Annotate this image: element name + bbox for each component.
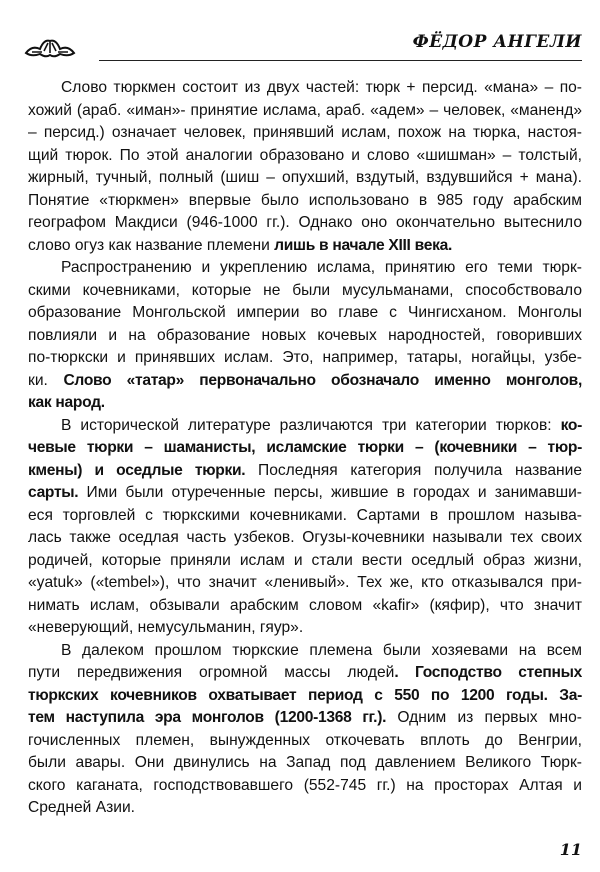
text: Понятие «тюркмен» впервые было использовано в 985 году арабским [28,191,582,209]
text: щий тюрок. По этой аналогии образовано и слово «шишман» – толстый, [28,146,582,164]
text: гочисленных племен, вынужденных откочевать вплоть до Венгрии, [28,731,582,749]
text: повлияли и на образование новых кочевых народностей, говоривших [28,326,582,344]
text: жирный, тучный, полный (шиш – опухший, вздутый, вздувшийся + мана). [28,169,582,186]
text-line [28,640,582,663]
text: лась также оседлая часть узбеков. Огузы-кочевники называли тех своих [28,529,582,546]
text: ского каганата, господствовавшего (552-745 гг.) на просторах Алтая и [28,776,582,794]
text-line [28,280,582,303]
bold-text: лишь в начале XIII века. [274,236,452,254]
text: родичей, которые приняли ислам и стали вести оседлый образ жизни, [28,551,582,569]
text: – персид.) означает человек, принявший ислам, похож на тюрка, настоя- [28,124,582,141]
paragraph [28,257,582,415]
text-line [28,347,582,370]
page-number: 11 [559,840,582,859]
text-line [28,482,582,505]
text-line [28,662,582,685]
text: Одним из первых мно- [386,709,582,726]
bold-text: кмены) и оседлые тюрки. [28,461,246,479]
text: В исторической литературе различаются три категории тюрков: [61,416,561,434]
text-line [28,775,582,798]
bold-text: как народ. [28,394,105,411]
text: ки. [28,371,64,389]
text-line [28,730,582,753]
bold-text: . Господство степных [394,664,582,681]
text: Слово тюркмен состоит из двух частей: тюрк + персид. «мана» – по- [61,79,582,96]
text-line [28,392,582,415]
text: слово огуз как название племени [28,236,275,254]
text-line [28,797,582,820]
bold-text: тем наступила эра монголов (1200-1368 гг.). [28,709,387,726]
text: Ими были отуреченные персы, жившие в городах и занимавши- [78,484,582,501]
text-line [28,550,582,573]
text-line [28,77,582,100]
page-header [0,0,600,70]
text: Последняя категория получила название [245,461,582,479]
paragraph [28,77,582,257]
text: географом Макдиси (946-1000 гг.). Однако оно окончательно вытеснило [28,214,582,231]
header-rule [99,60,582,61]
text-line [28,235,582,258]
text: пути передвижения огромной массы людей [28,664,395,681]
text: «yatuk» («tembel»), что значит «ленивый». Тех же, кто отказывался при- [28,574,582,591]
text: образование Монгольской империи во главе с Чингисханом. Монголы [28,304,582,321]
text-line [28,145,582,168]
text: Средней Азии. [28,799,135,816]
bold-text: сарты. [28,484,79,501]
bold-text: чевые тюрки – шаманисты, исламские тюрки – (кочевники – тюр- [28,439,582,456]
text-line [28,460,582,483]
text: В далеком прошлом тюркские племена были хозяевами на всем [61,641,582,659]
text: нимать ислам, обзывали арабским словом «kafir» (кяфир), что значит [28,596,582,614]
text-line [28,685,582,708]
paragraph [28,640,582,820]
text-line [28,257,582,280]
text: были авары. Они двинулись на Запад под давлением Великого Тюрк- [28,754,582,771]
text-line [28,707,582,730]
paragraph [28,415,582,640]
bold-text: Слово «татар» первоначально обозначало именно монголов, [63,371,582,389]
text: по-тюркски и принявших ислам. Это, например, татары, ногайцы, узбе- [28,349,582,366]
text-line [28,212,582,235]
text-line [28,415,582,438]
text-line [28,122,582,145]
text: еся торговлей с тюркскими кочевниками. Сартами в прошлом называ- [28,506,582,524]
text-line [28,325,582,348]
text-line [28,370,582,393]
text-line [28,595,582,618]
text-line [28,100,582,123]
ornament-icon [24,37,76,59]
text-line [28,617,582,640]
text-line [28,527,582,550]
text-line [28,572,582,595]
text-line [28,752,582,775]
text: «неверующий, немусульманин, гяур». [28,619,304,636]
bold-text: ко- [560,416,582,434]
text: скими кочевниками, которые не были мусульманами, способствовало [28,281,582,299]
running-header-author: ФЁДОР АНГЕЛИ [412,32,582,52]
text: хожий (араб. «иман»- принятие ислама, араб. «адем» – человек, «маненд» [28,101,582,119]
bold-text: тюркских кочевников охватывает период с 550 по 1200 годы. За- [28,686,582,704]
text-line [28,302,582,325]
page-body [28,77,582,820]
text-line [28,167,582,190]
text-line [28,437,582,460]
text-line [28,190,582,213]
text: Распространению и укреплению ислама, принятию его теми тюрк- [61,259,582,276]
text-line [28,505,582,528]
